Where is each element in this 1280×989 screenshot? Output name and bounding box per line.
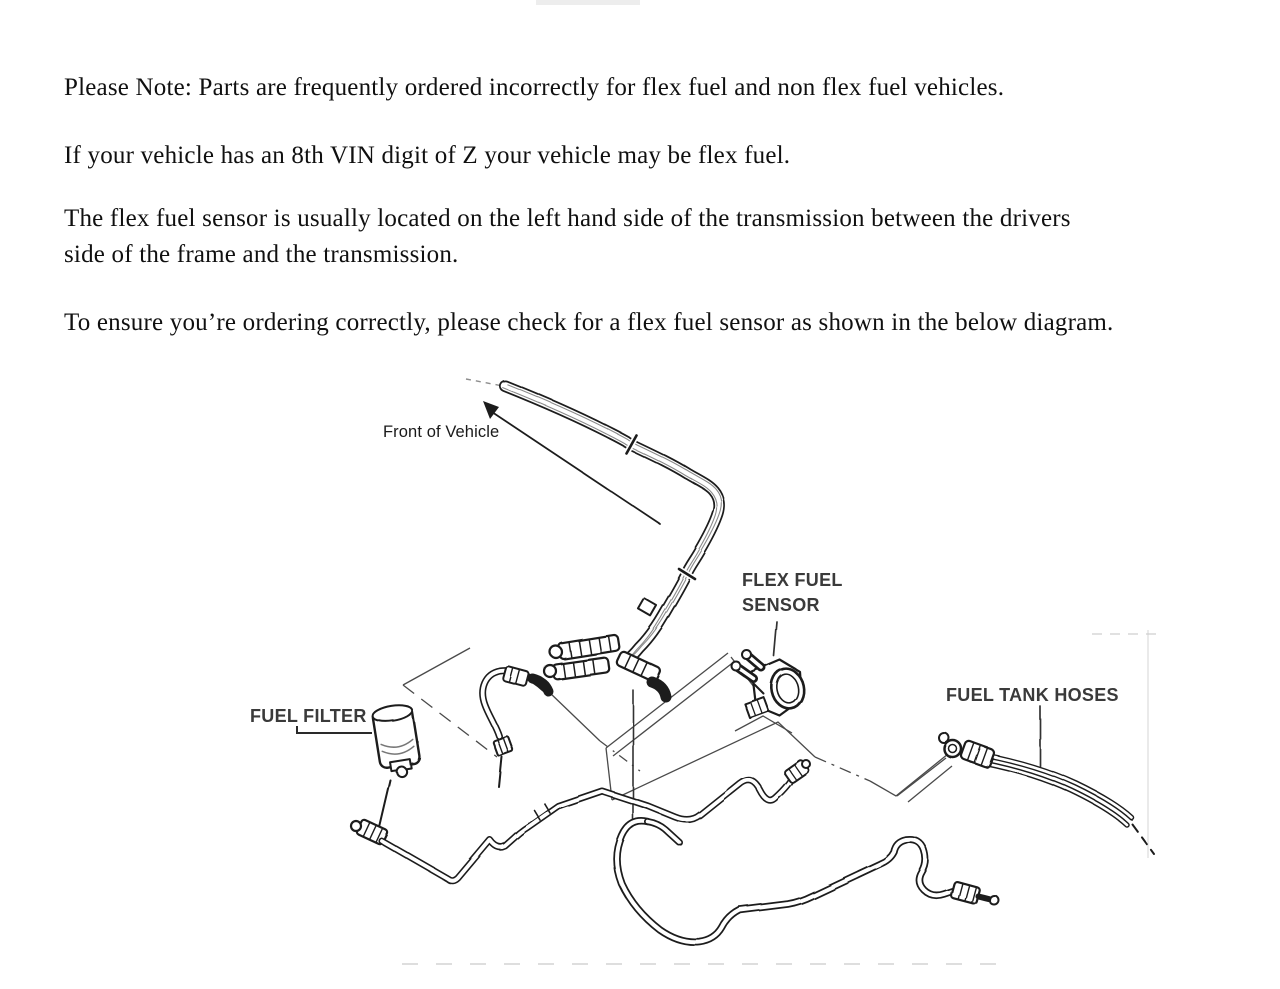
note-paragraph-3-line-2: side of the frame and the transmission. xyxy=(64,241,459,268)
construction-lines xyxy=(403,648,952,802)
label-front-of-vehicle: Front of Vehicle xyxy=(383,423,500,441)
label-flex-fuel-sensor xyxy=(742,568,843,618)
label-flex-fuel-sensor-line-1: FLEX FUEL xyxy=(742,570,843,590)
flex-fuel-sensor-part xyxy=(732,622,808,718)
label-fuel-filter: FUEL FILTER xyxy=(250,706,367,726)
bottom-left-pipe xyxy=(382,759,810,881)
note-paragraph-1: Please Note: Parts are frequently ordered incorrectly for flex fuel and non flex fuel vehicles. xyxy=(64,74,1005,101)
fuel-line-bundle xyxy=(503,384,722,661)
center-curved-hose xyxy=(483,666,549,787)
note-paragraph-4: To ensure you’re ordering correctly, please check for a flex fuel sensor as shown in the below diagram. xyxy=(64,309,1114,336)
label-flex-fuel-sensor-line-2: SENSOR xyxy=(742,595,820,615)
label-fuel-tank-hoses: FUEL TANK HOSES xyxy=(946,685,1119,705)
note-paragraph-3-line-1: The flex fuel sensor is usually located on the left hand side of the transmission between the drivers xyxy=(64,205,1071,232)
fuel-tank-hoses-part xyxy=(939,706,1154,854)
bottom-loop-hose xyxy=(617,821,999,942)
note-paragraph-2: If your vehicle has an 8th VIN digit of Z your vehicle may be flex fuel. xyxy=(64,142,791,169)
